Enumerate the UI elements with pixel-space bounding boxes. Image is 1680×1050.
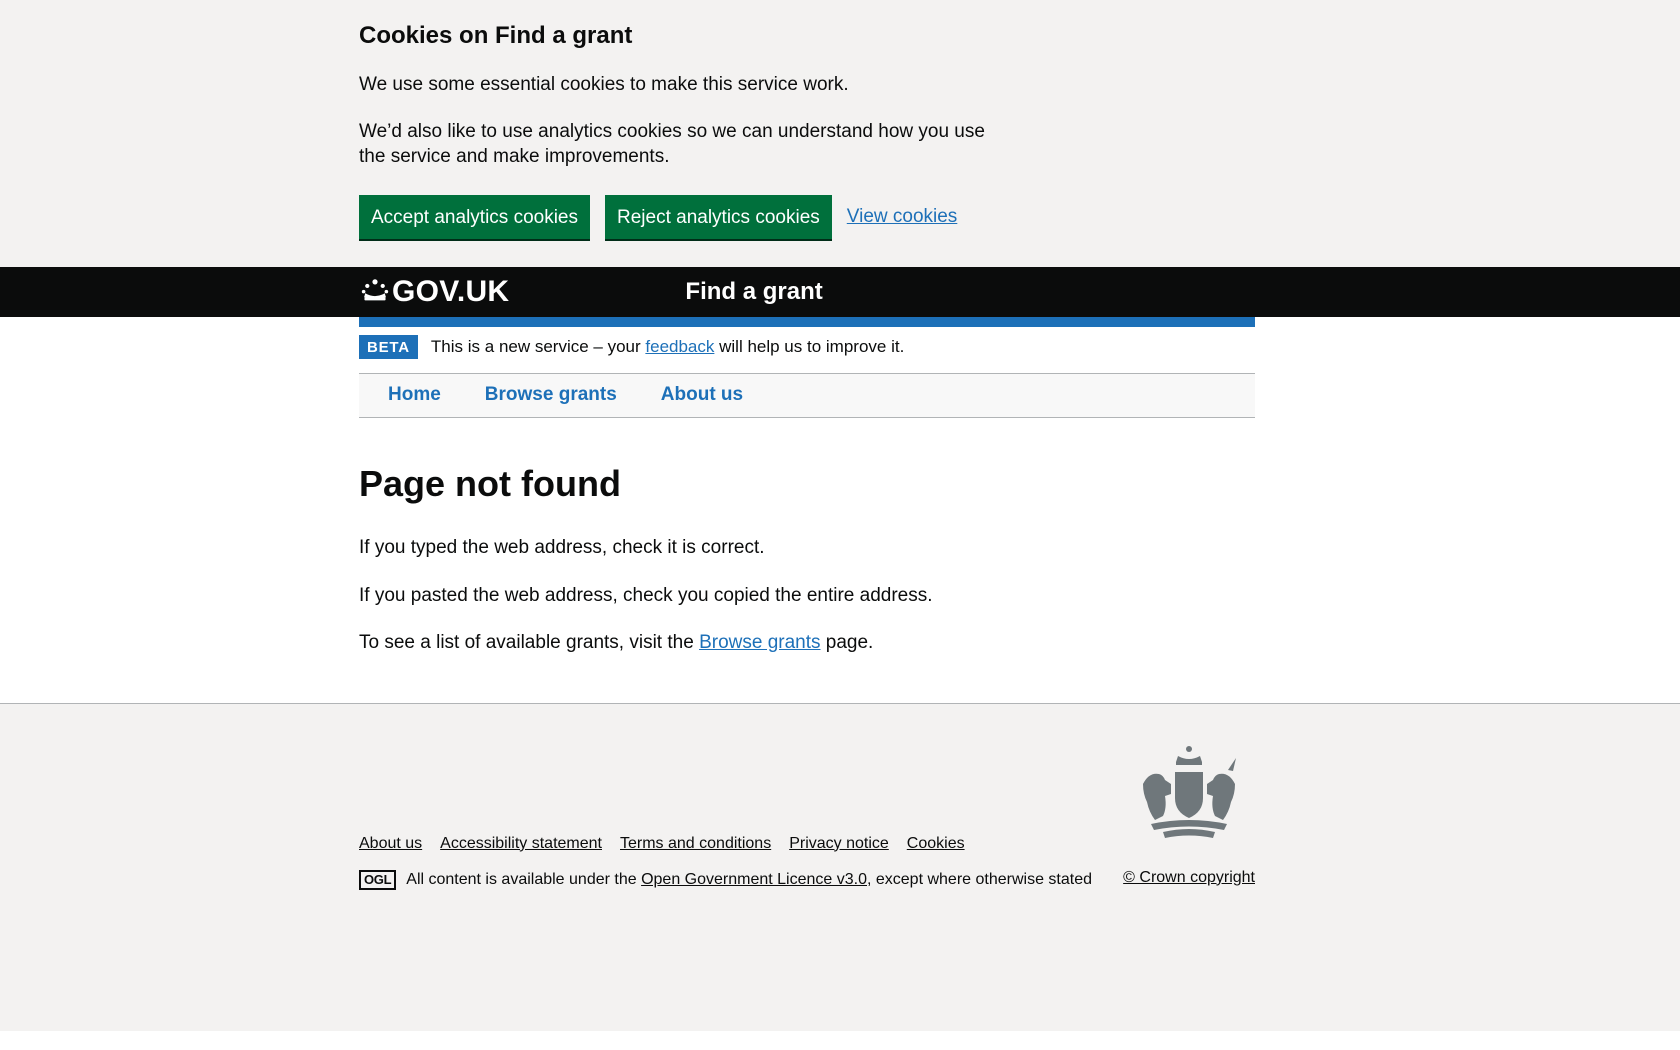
- footer-licence: [359, 869, 1092, 891]
- error-paragraph-3-after: page.: [820, 631, 874, 653]
- feedback-link[interactable]: feedback: [645, 336, 715, 356]
- cookie-banner: [0, 0, 1680, 267]
- nav-item-home[interactable]: Home: [388, 384, 441, 406]
- view-cookies-link[interactable]: View cookies: [846, 205, 958, 227]
- phase-text-before: This is a new service – your: [430, 336, 646, 356]
- licence-text-before: All content is available under the: [406, 870, 642, 888]
- crown-copyright-link[interactable]: © Crown copyright: [1123, 868, 1255, 886]
- licence-text-after: , except where otherwise stated: [866, 870, 1092, 888]
- ogl-logo-icon: OGL: [359, 870, 396, 890]
- service-name-link[interactable]: Find a grant: [685, 277, 823, 305]
- error-paragraph-2: If you pasted the web address, check you copied the entire address.: [359, 584, 933, 606]
- reject-analytics-cookies-button[interactable]: Reject analytics cookies: [605, 195, 832, 239]
- error-paragraph-3: [359, 630, 1255, 655]
- govuk-logo-link[interactable]: [359, 274, 510, 308]
- error-paragraph-1: If you typed the web address, check it is correct.: [359, 537, 765, 559]
- page-footer: [0, 703, 1680, 1031]
- footer-inner: [359, 704, 1255, 1031]
- main-content: [359, 418, 1255, 703]
- cookie-banner-paragraph-1: We use some essential cookies to make this service work.: [359, 73, 849, 95]
- footer-links: [359, 835, 965, 853]
- footer-link-privacy-notice[interactable]: Privacy notice: [789, 834, 889, 852]
- govuk-header-inner: [359, 267, 1319, 317]
- footer-link-terms-and-conditions[interactable]: Terms and conditions: [620, 834, 772, 852]
- nav-item-about-us[interactable]: About us: [660, 384, 744, 406]
- crown-icon: [359, 277, 391, 303]
- footer-link-about-us[interactable]: About us: [359, 834, 423, 852]
- cookie-banner-actions: [359, 195, 1319, 239]
- error-paragraph-3-before: To see a list of available grants, visit the: [359, 631, 700, 653]
- footer-link-accessibility-statement[interactable]: Accessibility statement: [440, 834, 602, 852]
- royal-coat-of-arms-icon: [1129, 740, 1249, 844]
- nav-item-browse-grants[interactable]: Browse grants: [484, 384, 617, 406]
- header-accent-bar: [359, 317, 1255, 327]
- govuk-header: [0, 267, 1680, 317]
- cookie-banner-content: [359, 0, 1319, 267]
- footer-link-cookies[interactable]: Cookies: [906, 834, 965, 852]
- page-title: Page not found: [359, 462, 621, 504]
- open-government-licence-link[interactable]: Open Government Licence v3.0: [641, 870, 867, 888]
- phase-banner-text: [431, 336, 904, 358]
- cookie-banner-paragraph-2: We’d also like to use analytics cookies so we can understand how you use the service and make improvements.: [359, 120, 985, 167]
- govuk-logo-text: GOV.UK: [392, 274, 510, 308]
- browse-grants-link[interactable]: Browse grants: [699, 631, 821, 653]
- phase-banner: [359, 335, 1255, 374]
- phase-tag-beta: BETA: [359, 335, 418, 359]
- phase-text-after: will help us to improve it.: [714, 336, 905, 356]
- cookie-banner-title: Cookies on Find a grant: [359, 22, 633, 49]
- licence-text: [406, 869, 1092, 891]
- accept-analytics-cookies-button[interactable]: Accept analytics cookies: [359, 195, 590, 239]
- service-navigation: [359, 374, 1255, 418]
